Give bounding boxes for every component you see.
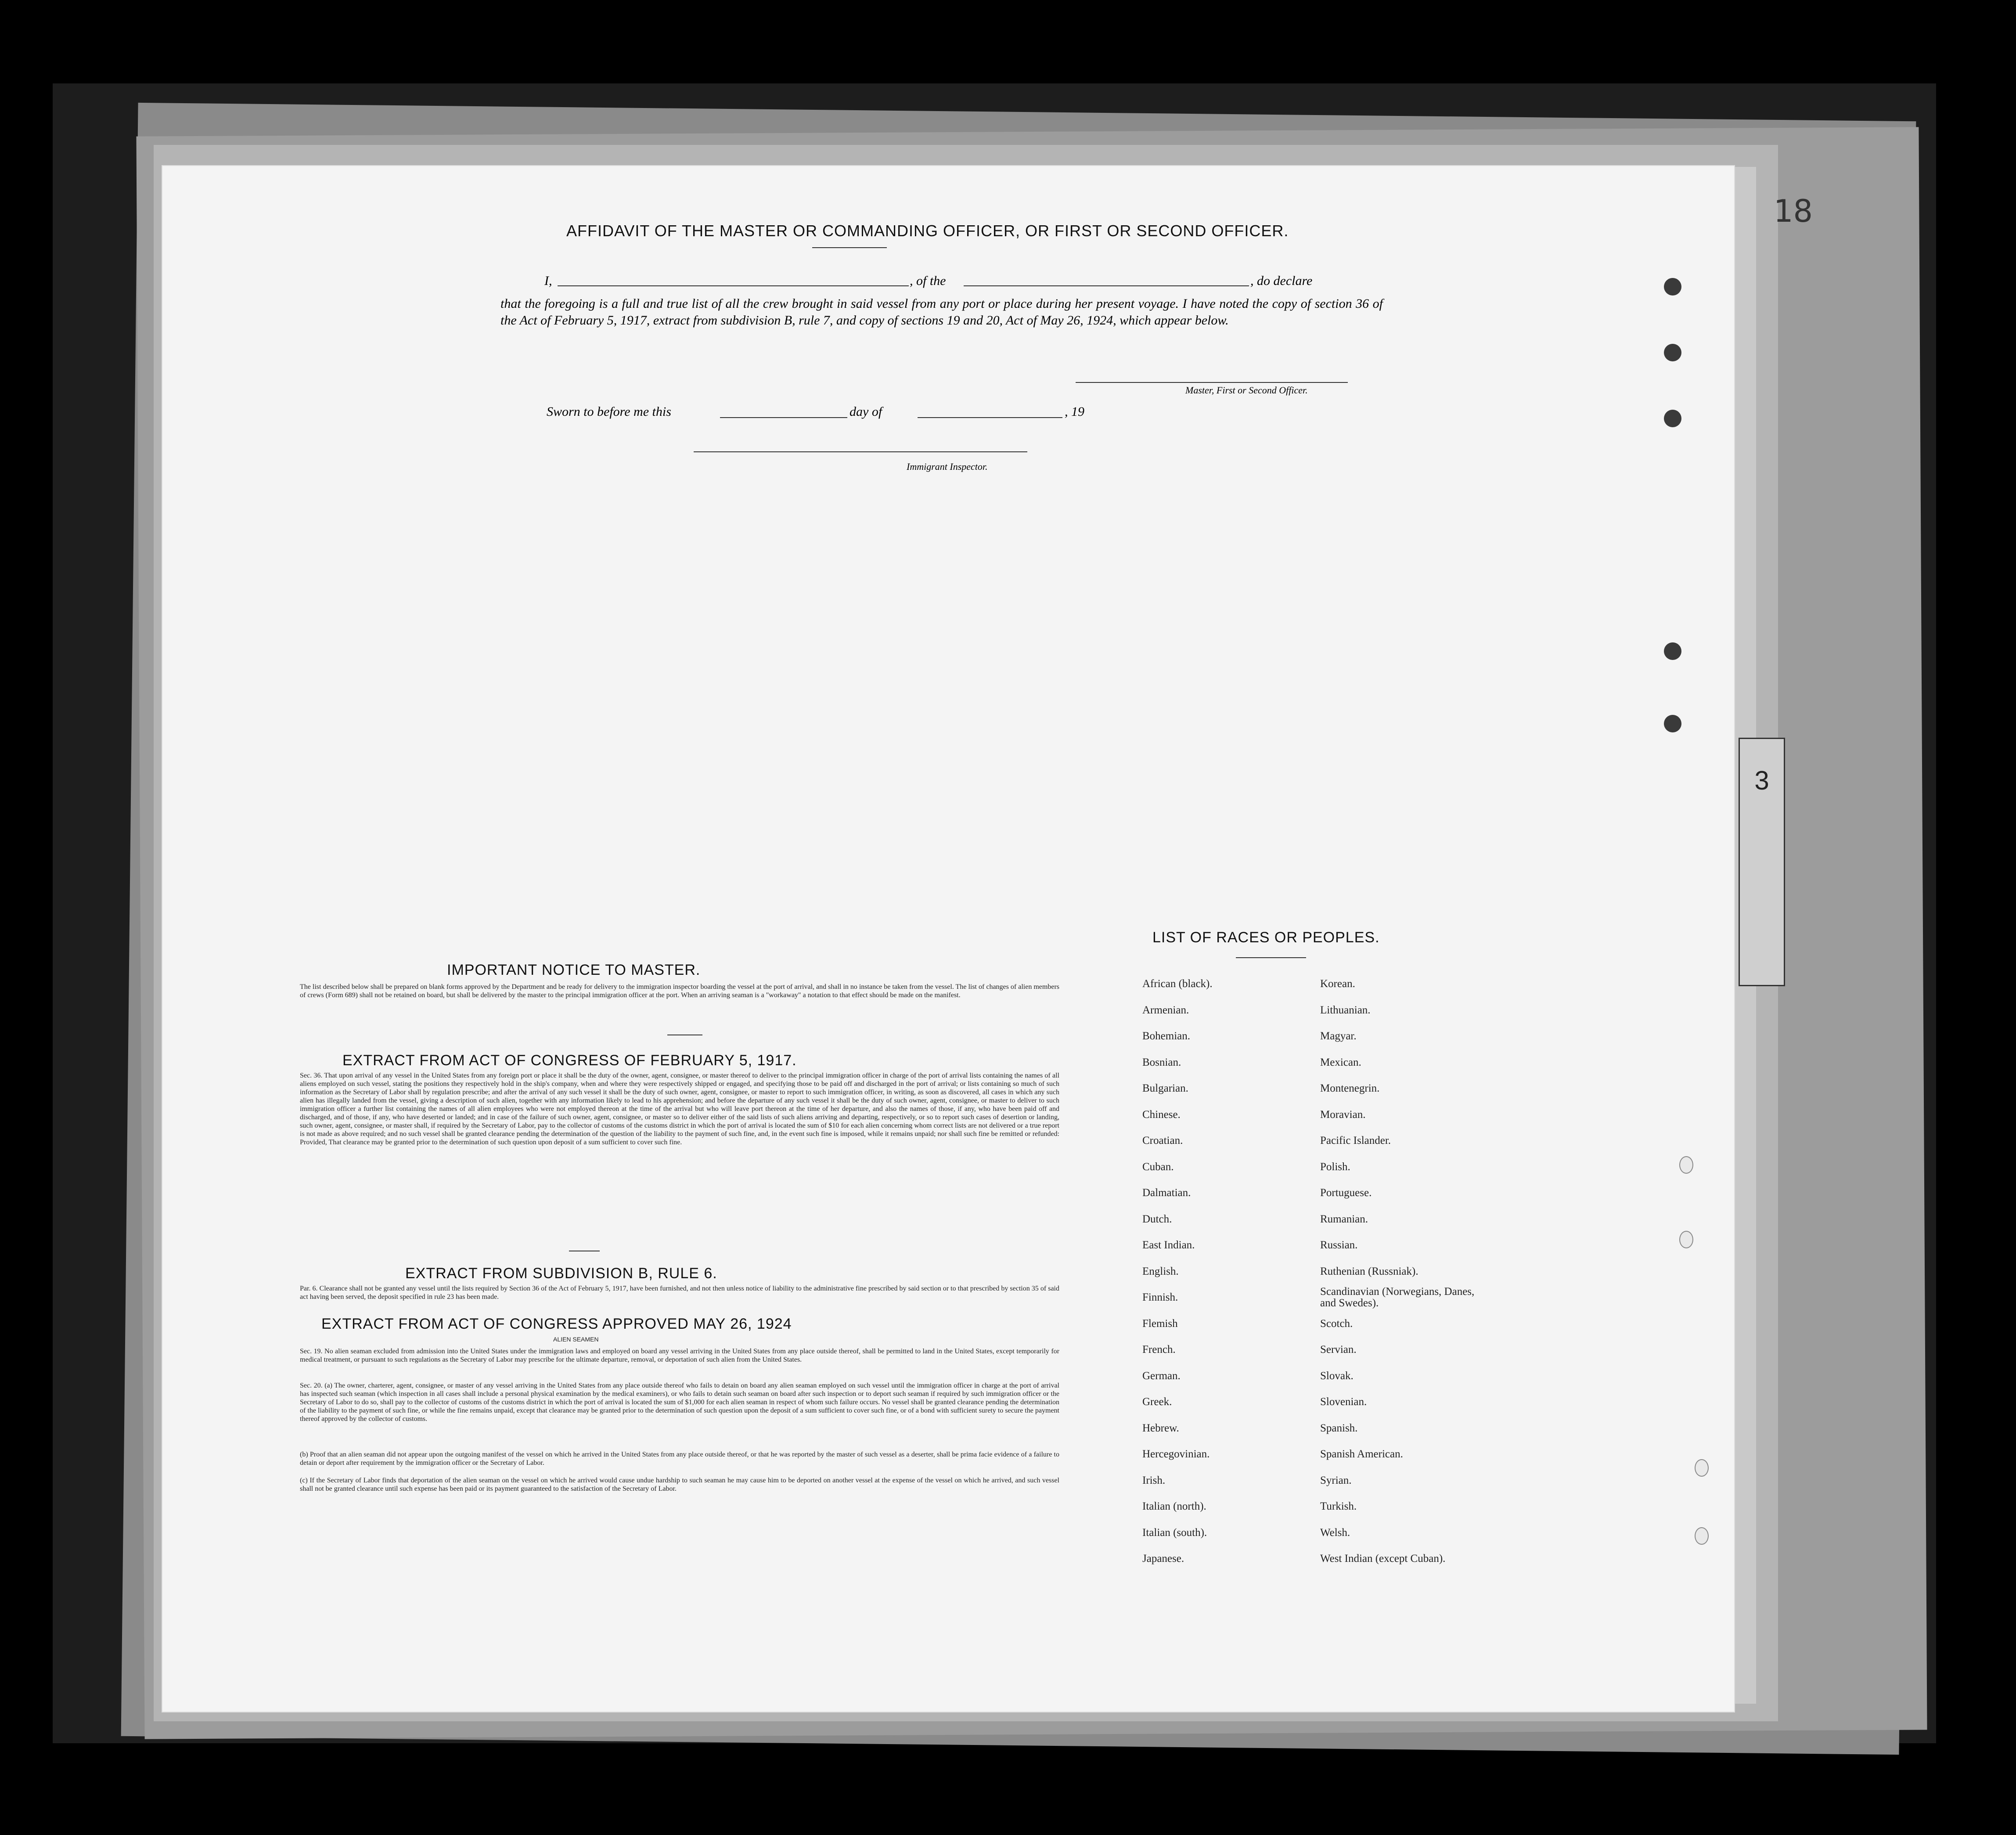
extract-1924-sec20b: (b) Proof that an alien seaman did not appear upon the outgoing manifest of the vessel on which he arrived in the United States from any place outside thereof, or that he was reported by the master of such vessel as a deserter, shall be prima facie evidence of a failure to detain or deport after requirement by the immigration officer or the Secretary of Labor. xyxy=(300,1451,1059,1467)
race-item: Italian (south). xyxy=(1142,1526,1207,1539)
inspector-label: Immigrant Inspector. xyxy=(907,461,988,472)
race-item: Servian. xyxy=(1320,1344,1357,1356)
race-item: Cuban. xyxy=(1142,1161,1174,1173)
punch-hole xyxy=(1664,715,1681,732)
subdivision-b-title: EXTRACT FROM SUBDIVISION B, RULE 6. xyxy=(405,1265,717,1282)
race-item: Greek. xyxy=(1142,1396,1172,1408)
race-item: Portuguese. xyxy=(1320,1187,1372,1199)
extract-1924-sec20c: (c) If the Secretary of Labor finds that deportation of the alien seaman on the vessel on which he arrived would cause undue hardship to such seaman he may cause him to be deported on another vessel at the expense of the vessel on which he arrived, and such vessel shall not be granted clearance until such expense has been paid or its payment guaranteed to the satisfaction of the Secretary of Labor. xyxy=(300,1477,1059,1493)
punch-hole xyxy=(1664,410,1681,427)
name-blank xyxy=(558,285,909,286)
race-item: German. xyxy=(1142,1370,1181,1382)
races-title-underline xyxy=(1236,957,1306,958)
title-underline xyxy=(812,247,887,248)
race-item: Dutch. xyxy=(1142,1213,1172,1225)
affidavit-do-declare: , do declare xyxy=(1250,274,1313,288)
race-item: Bosnian. xyxy=(1142,1056,1181,1068)
race-item: Japanese. xyxy=(1142,1553,1184,1565)
master-signature-label: Master, First or Second Officer. xyxy=(1185,385,1308,396)
sworn-day-of: day of xyxy=(850,404,882,419)
race-item: Mexican. xyxy=(1320,1056,1361,1068)
race-item: English. xyxy=(1142,1265,1179,1277)
affidavit-i: I, xyxy=(544,274,552,288)
vessel-blank xyxy=(964,285,1249,286)
punch-hole xyxy=(1695,1527,1709,1545)
race-item: Bohemian. xyxy=(1142,1030,1191,1042)
extract-1924-subtitle: ALIEN SEAMEN xyxy=(553,1336,599,1343)
punch-hole xyxy=(1664,344,1681,361)
race-item: Montenegrin. xyxy=(1320,1082,1380,1094)
race-item: Moravian. xyxy=(1320,1108,1366,1121)
master-signature-blank xyxy=(1076,382,1348,383)
race-item: Scandinavian (Norwegians, Danes, and Swedes). xyxy=(1320,1286,1475,1309)
race-item: Pacific Islander. xyxy=(1320,1135,1391,1146)
race-item: Korean. xyxy=(1320,978,1355,990)
punch-hole xyxy=(1695,1459,1709,1477)
side-index-number: 3 xyxy=(1754,766,1769,795)
notice-body: The list described below shall be prepared on blank forms approved by the Department and be ready for delivery to the immigration inspector boarding the vessel at the port of arrival, and shall in no instance be taken from the vessel. The list of changes of alien members of crews (Form 689) shall not be retained on board, but shall be delivered by the master to the principal immigration officer at the port. When an arriving seaman is a "workaway" a notation to that effect should be made on the manifest. xyxy=(300,983,1059,999)
races-left-column xyxy=(1142,971,1213,1572)
race-item: African (black). xyxy=(1142,978,1213,990)
race-item: Dalmatian. xyxy=(1142,1187,1191,1199)
race-item: Hebrew. xyxy=(1142,1422,1179,1434)
races-title: LIST OF RACES OR PEOPLES. xyxy=(1152,929,1380,946)
race-item: Welsh. xyxy=(1320,1526,1350,1539)
punch-hole xyxy=(1664,642,1681,660)
race-item: Scotch. xyxy=(1320,1317,1353,1330)
punch-hole xyxy=(1664,278,1681,296)
race-item: Flemish xyxy=(1142,1317,1178,1330)
race-item: Armenian. xyxy=(1142,1004,1189,1016)
extract-1924-title: EXTRACT FROM ACT OF CONGRESS APPROVED MAY 26, 1924 xyxy=(321,1316,792,1332)
punch-hole xyxy=(1679,1156,1693,1174)
race-item: Chinese. xyxy=(1142,1108,1181,1121)
race-item: Spanish American. xyxy=(1320,1448,1403,1460)
race-item: Magyar. xyxy=(1320,1030,1357,1042)
race-item: Bulgarian. xyxy=(1142,1082,1188,1094)
race-item: West Indian (except Cuban). xyxy=(1320,1553,1446,1565)
race-item: Italian (north). xyxy=(1142,1500,1206,1512)
affidavit-title: AFFIDAVIT OF THE MASTER OR COMMANDING OFFICER, OR FIRST OR SECOND OFFICER. xyxy=(566,222,1289,240)
extract-1924-sec19: Sec. 19. No alien seaman excluded from admission into the United States under the immigration laws and employed on board any vessel arriving in the United States from any place outside thereof, shall be permitted to land in the United States, except temporarily for medical treatment, or pursuant to such regulations as the Secretary of Labor may prescribe for the ultimate departure, removal, or deportation of such alien from the United States. xyxy=(300,1348,1059,1363)
race-item: Hercegovinian. xyxy=(1142,1448,1210,1460)
race-item: Spanish. xyxy=(1320,1422,1358,1434)
races-right-column xyxy=(1320,971,1478,1572)
extract-1924-sec20a: Sec. 20. (a) The owner, charterer, agent, consignee, or master of any vessel arriving in the United States from any place outside thereof who fails to detain on board any alien seaman employed on such vessel until the immigration officer in charge at the port of arrival has inspected such seaman (which inspection in all cases shall include a personal physical examination by the medical examiners), or who fails to detain such seaman on board after such inspection or to deport such seaman if required by such immigration officer or the Secretary of Labor to do so, shall pay to the collector of customs of the customs district in which the port of arrival is located the sum of $1,000 for each alien seaman in respect of whom such failure occurs. No vessel shall be granted clearance pending the determination of the liability to the payment of such fine, or while the fine remains unpaid, except that clearance may be granted prior to the determination of such question upon the deposit of a sum sufficient to cover such fine, or of a bond with sufficient surety to secure the payment thereof approved by the collector of customs. xyxy=(300,1382,1059,1423)
sworn-year: , 19 xyxy=(1065,404,1084,419)
race-item: Irish. xyxy=(1142,1474,1166,1486)
race-item: Polish. xyxy=(1320,1161,1350,1173)
sworn-day-blank xyxy=(720,417,847,418)
extract-1917-title: EXTRACT FROM ACT OF CONGRESS OF FEBRUARY 5, 1917. xyxy=(342,1052,797,1069)
extract-1917-body: Sec. 36. That upon arrival of any vessel in the United States from any foreign port or place it shall be the duty of the owner, agent, consignee, or master thereof to deliver to the principal immigration officer in charge of the port of arrival lists containing the names of all aliens employed on such vessel, stating the positions they respectively hold in the ship's company, when and where they were respectively shipped or engaged, and specifying those to be paid off and discharged in the port of arrival; or lists containing so much of such information as the Secretary of Labor shall by regulation prescribe; and after the arrival of any such vessel it shall be the duty of such owner, agent, consignee, or master to report to such immigration officer, in writing, as soon as discovered, all cases in which any such alien has illegally landed from the vessel, giving a description of such alien, together with any information likely to lead to his apprehension; and before the departure of any such vessel it shall be the duty of such owner, agent, consignee, or master to deliver to such immigration officer a further list containing the names of all alien employees who were not employed thereon at the time of the arrival but who will leave port thereon at the time of her departure, and also the names of those, if any, who have been paid off and discharged, and of those, if any, who have deserted or landed; and in case of the failure of such owner, agent, consignee, or master so to deliver either of the said lists of such aliens arriving and departing, respectively, or so to report such cases of desertion or landing, such owner, agent, consignee, or master shall, if required by the Secretary of Labor, pay to the collector of customs of the customs district in which the port of arrival is located the sum of $10 for each alien concerning whom correct lists are not delivered or a true report is not made as above required; and no such vessel shall be granted clearance pending the determination of the question of the liability to the payment of such fine, and, in the event such fine is imposed, while it remains unpaid; nor shall such fine be remitted or refunded: Provided, That clearance may be granted prior to the determination of such question upon deposit of a sum sufficient to cover such fine. xyxy=(300,1072,1059,1146)
race-item: Slovenian. xyxy=(1320,1396,1367,1408)
side-index-tab xyxy=(1739,738,1785,986)
affidavit-page xyxy=(162,166,1734,1712)
race-item: East Indian. xyxy=(1142,1239,1195,1251)
race-item: Lithuanian. xyxy=(1320,1004,1371,1016)
race-item: Croatian. xyxy=(1142,1135,1183,1146)
sworn-prefix: Sworn to before me this xyxy=(547,404,671,419)
margin-note: 18 xyxy=(1774,193,1813,229)
race-item: Finnish. xyxy=(1142,1291,1178,1303)
race-item: Russian. xyxy=(1320,1239,1358,1251)
race-item: Syrian. xyxy=(1320,1474,1352,1486)
subdivision-b-body: Par. 6. Clearance shall not be granted any vessel until the lists required by Section 36 of the Act of February 5, 1917, have been furnished, and not then unless notice of liability to the administrative fine prescribed by said section or to that prescribed by section 35 of said act having been served, the deposit specified in rule 23 has been made. xyxy=(300,1285,1059,1301)
race-item: Slovak. xyxy=(1320,1370,1354,1382)
punch-hole xyxy=(1679,1231,1693,1248)
race-item: Ruthenian (Russniak). xyxy=(1320,1265,1418,1277)
notice-title: IMPORTANT NOTICE TO MASTER. xyxy=(447,962,701,978)
race-item: French. xyxy=(1142,1344,1176,1356)
race-item: Rumanian. xyxy=(1320,1213,1368,1225)
sworn-month-blank xyxy=(918,417,1062,418)
affidavit-statement: that the foregoing is a full and true list of all the crew brought in said vessel from any port or place during her present voyage. I have noted the copy of section 36 of the Act of February 5, 1917, extract from subdivision B, rule 7, and copy of sections 19 and 20, Act of May 26, 1924, which appear below. xyxy=(500,296,1383,328)
affidavit-of-the: , of the xyxy=(910,274,946,288)
race-item: Turkish. xyxy=(1320,1500,1357,1512)
inspector-signature-blank xyxy=(694,451,1027,452)
